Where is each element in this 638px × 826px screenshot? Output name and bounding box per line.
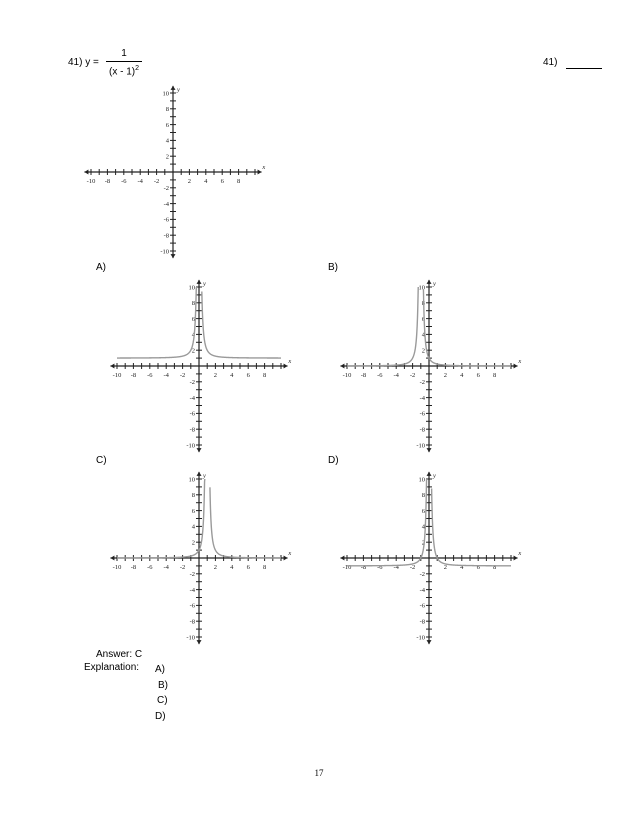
x-tick-label: -6	[377, 564, 383, 571]
explanation-label: Explanation:	[84, 662, 140, 673]
y-tick-label: 6	[191, 507, 195, 515]
x-tick-label: 2	[443, 372, 448, 379]
x-tick-label: 8	[236, 178, 241, 185]
x-axis-arrow-icon	[514, 556, 518, 561]
x-axis-arrow-icon	[284, 556, 288, 561]
y-tick-label: -4	[189, 586, 195, 594]
y-tick-label: -2	[189, 379, 195, 387]
x-tick-label: -2	[153, 178, 160, 185]
y-tick-label: 6	[421, 507, 425, 515]
x-tick-label: 2	[187, 178, 192, 185]
y-tick-label: 4	[191, 523, 195, 531]
answer-blank-label: 41)	[543, 57, 558, 68]
x-tick-label: -2	[409, 564, 416, 571]
x-axis-letter: x	[288, 358, 292, 365]
x-tick-label: 2	[443, 564, 448, 571]
x-axis-letter: x	[288, 550, 292, 557]
y-tick-label: -10	[416, 634, 425, 642]
x-tick-label: -8	[360, 564, 367, 571]
y-tick-label: 6	[165, 121, 169, 129]
x-tick-label: -8	[130, 564, 137, 571]
equation-fraction	[106, 48, 142, 78]
x-tick-label: 4	[460, 372, 464, 379]
y-tick-label: 2	[191, 347, 195, 355]
y-tick-label: 10	[188, 476, 195, 484]
y-tick-label: -10	[416, 442, 425, 450]
option-b-label: B)	[328, 262, 338, 273]
x-tick-label: 8	[262, 372, 267, 379]
curve-branch	[202, 291, 281, 358]
y-tick-label: 8	[191, 300, 195, 308]
answer-text: Answer: C	[96, 649, 143, 660]
x-axis-letter: x	[518, 550, 522, 557]
x-axis-letter: x	[262, 164, 266, 171]
y-tick-label: 10	[418, 476, 425, 484]
question-number-label: 41)	[68, 57, 83, 68]
y-axis-arrow-icon	[171, 254, 176, 258]
y-tick-label: 8	[165, 106, 169, 114]
x-tick-label: -4	[393, 372, 399, 379]
y-tick-label: -6	[189, 410, 195, 418]
y-tick-label: -6	[419, 410, 425, 418]
y-axis-arrow-icon	[427, 280, 432, 284]
x-tick-label: -6	[147, 564, 153, 571]
y-tick-label: 4	[191, 331, 195, 339]
curve-branch	[423, 290, 511, 366]
y-tick-label: 10	[188, 284, 195, 292]
curve-branch	[347, 287, 418, 366]
option-b-graph	[336, 276, 522, 454]
y-tick-label: -4	[419, 394, 425, 402]
equation-lhs: y =	[85, 57, 99, 68]
x-tick-label: 6	[476, 564, 480, 571]
y-axis-letter: y	[433, 280, 436, 288]
y-tick-label: -4	[189, 394, 195, 402]
y-tick-label: 4	[421, 523, 425, 531]
x-tick-label: 6	[246, 372, 250, 379]
x-tick-label: -4	[137, 178, 143, 185]
y-tick-label: -6	[189, 602, 195, 610]
x-tick-label: 4	[204, 178, 208, 185]
blank-graph	[80, 82, 266, 260]
x-tick-label: -2	[409, 372, 416, 379]
explanation-item-b: B)	[158, 679, 168, 691]
answer-blank-line	[566, 68, 602, 69]
y-tick-label: 10	[162, 90, 169, 98]
x-axis-arrow-icon	[84, 170, 88, 175]
y-axis-arrow-icon	[171, 86, 176, 90]
y-tick-label: -8	[163, 232, 169, 240]
y-tick-label: -4	[419, 586, 425, 594]
x-axis-arrow-icon	[514, 364, 518, 369]
x-tick-label: 8	[492, 372, 497, 379]
y-tick-label: -8	[419, 426, 425, 434]
x-tick-label: -10	[86, 178, 96, 185]
option-a-label: A)	[96, 262, 106, 273]
equation-numerator: 1	[121, 48, 127, 59]
curve-branch	[117, 287, 196, 358]
curve-branch	[347, 479, 427, 566]
x-tick-label: -8	[130, 372, 137, 379]
y-tick-label: 6	[191, 315, 195, 323]
x-tick-label: -10	[342, 372, 352, 379]
x-tick-label: -4	[163, 372, 169, 379]
y-tick-label: 2	[421, 539, 425, 547]
page-number: 17	[314, 768, 324, 778]
explanation-item-c: C)	[157, 695, 168, 706]
y-axis-arrow-icon	[197, 280, 202, 284]
y-axis-arrow-icon	[197, 472, 202, 476]
x-tick-label: 8	[492, 564, 497, 571]
x-tick-label: -6	[377, 372, 383, 379]
y-axis-arrow-icon	[197, 640, 202, 644]
x-axis-arrow-icon	[284, 364, 288, 369]
x-tick-label: 2	[213, 564, 218, 571]
y-tick-label: -2	[419, 571, 425, 579]
y-axis-arrow-icon	[427, 472, 432, 476]
y-axis-arrow-icon	[427, 640, 432, 644]
x-tick-label: -8	[104, 178, 111, 185]
y-tick-label: 4	[165, 137, 169, 145]
y-tick-label: -10	[160, 248, 169, 256]
curve-branch	[210, 487, 281, 558]
y-tick-label: 2	[421, 347, 425, 355]
y-tick-label: -10	[186, 634, 195, 642]
y-tick-label: -8	[189, 618, 195, 626]
y-tick-label: 8	[191, 492, 195, 500]
y-tick-label: -8	[419, 618, 425, 626]
x-tick-label: 4	[230, 372, 234, 379]
y-tick-label: -2	[419, 379, 425, 387]
axes	[340, 472, 521, 644]
y-tick-label: 2	[165, 153, 169, 161]
y-tick-label: 2	[191, 539, 195, 547]
x-axis-arrow-icon	[340, 556, 344, 561]
x-tick-label: -10	[112, 564, 122, 571]
y-tick-label: -2	[189, 571, 195, 579]
y-tick-label: -6	[419, 602, 425, 610]
denominator-base: (x - 1)	[108, 66, 136, 78]
option-d-label: D)	[328, 455, 339, 466]
denominator-exponent: 2	[135, 65, 139, 72]
fraction-bar	[106, 61, 142, 62]
y-tick-label: -10	[186, 442, 195, 450]
x-axis-arrow-icon	[340, 364, 344, 369]
y-tick-label: 10	[418, 284, 425, 292]
y-tick-label: -2	[163, 185, 169, 193]
x-tick-label: 2	[213, 372, 218, 379]
option-c-label: C)	[96, 455, 107, 466]
curve-branch	[432, 488, 511, 565]
x-tick-label: 8	[262, 564, 267, 571]
y-tick-label: -4	[163, 200, 169, 208]
x-tick-label: -4	[393, 564, 399, 571]
x-tick-label: 6	[220, 178, 224, 185]
x-tick-label: 4	[460, 564, 464, 571]
option-c-graph	[106, 468, 292, 646]
option-d-graph	[336, 468, 522, 646]
option-a-graph	[106, 276, 292, 454]
x-tick-label: -6	[121, 178, 127, 185]
x-tick-label: -6	[147, 372, 153, 379]
x-tick-label: 6	[476, 372, 480, 379]
x-axis-arrow-icon	[110, 556, 114, 561]
y-tick-label: 8	[421, 492, 425, 500]
axes	[110, 280, 291, 452]
explanation-items	[155, 662, 168, 724]
y-tick-label: 4	[421, 331, 425, 339]
x-tick-label: -8	[360, 372, 367, 379]
x-axis-arrow-icon	[110, 364, 114, 369]
y-axis-arrow-icon	[427, 448, 432, 452]
explanation-item-d: D)	[155, 710, 166, 722]
equation-denominator	[106, 63, 142, 78]
x-tick-label: -2	[179, 564, 186, 571]
y-axis-letter: y	[177, 86, 180, 94]
explanation-item-a: A)	[155, 664, 165, 675]
x-tick-label: -10	[112, 372, 122, 379]
question-number	[68, 57, 99, 68]
x-tick-label: -2	[179, 372, 186, 379]
y-axis-letter: y	[433, 472, 436, 480]
x-tick-label: -4	[163, 564, 169, 571]
x-axis-arrow-icon	[258, 170, 262, 175]
y-tick-label: -6	[163, 216, 169, 224]
x-tick-label: 4	[230, 564, 234, 571]
y-axis-arrow-icon	[197, 448, 202, 452]
x-tick-label: 6	[246, 564, 250, 571]
y-tick-label: 8	[421, 300, 425, 308]
y-tick-label: 6	[421, 315, 425, 323]
y-tick-label: -8	[189, 426, 195, 434]
x-axis-letter: x	[518, 358, 522, 365]
axes	[84, 86, 265, 258]
y-axis-letter: y	[203, 280, 206, 288]
y-axis-letter: y	[203, 472, 206, 480]
x-tick-label: -10	[342, 564, 352, 571]
